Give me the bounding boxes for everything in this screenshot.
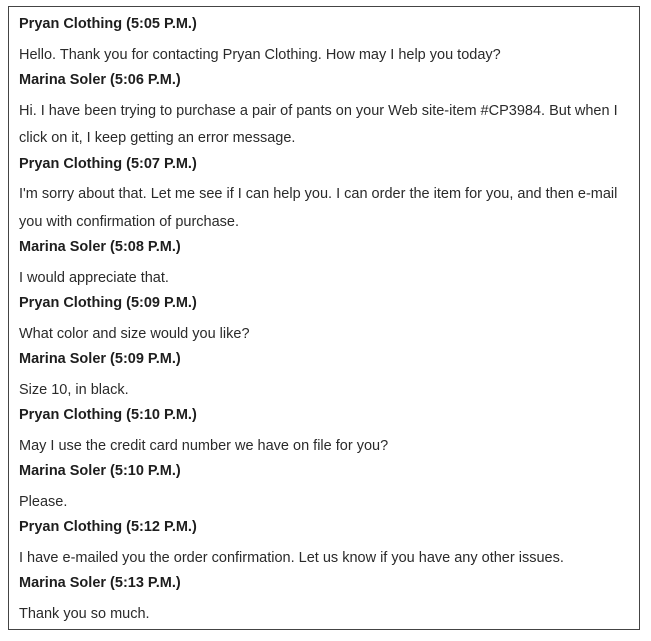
message-text: I would appreciate that. bbox=[19, 269, 169, 286]
message bbox=[19, 237, 639, 292]
message-list bbox=[19, 14, 639, 628]
message-speaker: Marina Soler (5:10 P.M.) bbox=[19, 463, 181, 479]
message bbox=[19, 70, 639, 153]
message-text: I have e-mailed you the order confirmation. Let us know if you have any other issues. bbox=[19, 549, 564, 566]
message bbox=[19, 154, 639, 237]
chat-transcript bbox=[8, 6, 640, 630]
message-speaker: Marina Soler (5:13 P.M.) bbox=[19, 575, 181, 591]
message bbox=[19, 517, 639, 572]
message-speaker: Pryan Clothing (5:09 P.M.) bbox=[19, 295, 197, 311]
message bbox=[19, 573, 639, 628]
message-text: Hi. I have been trying to purchase a pair of pants on your Web site-item #CP3984. But when I click on it, I keep getting an error message. bbox=[19, 102, 618, 146]
message bbox=[19, 14, 639, 69]
message-text: What color and size would you like? bbox=[19, 325, 250, 342]
message-speaker: Marina Soler (5:08 P.M.) bbox=[19, 239, 181, 255]
message bbox=[19, 461, 639, 516]
message-speaker: Pryan Clothing (5:07 P.M.) bbox=[19, 155, 197, 172]
message-text: Size 10, in black. bbox=[19, 381, 129, 398]
message-text: Please. bbox=[19, 493, 68, 510]
message-text: May I use the credit card number we have on file for you? bbox=[19, 437, 389, 454]
message-speaker: Marina Soler (5:06 P.M.) bbox=[19, 72, 181, 88]
message-speaker: Pryan Clothing (5:05 P.M.) bbox=[19, 16, 197, 32]
message-speaker: Marina Soler (5:09 P.M.) bbox=[19, 351, 181, 367]
message bbox=[19, 293, 639, 348]
message-text: Hello. Thank you for contacting Pryan Clothing. How may I help you today? bbox=[19, 46, 501, 63]
message bbox=[19, 349, 639, 404]
message-speaker: Pryan Clothing (5:12 P.M.) bbox=[19, 519, 197, 535]
message-text: I'm sorry about that. Let me see if I can help you. I can order the item for you, and then e-mail you with confirmation of purchase. bbox=[19, 186, 618, 230]
message-text: Thank you so much. bbox=[19, 605, 150, 622]
message bbox=[19, 405, 639, 460]
message-speaker: Pryan Clothing (5:10 P.M.) bbox=[19, 407, 197, 423]
